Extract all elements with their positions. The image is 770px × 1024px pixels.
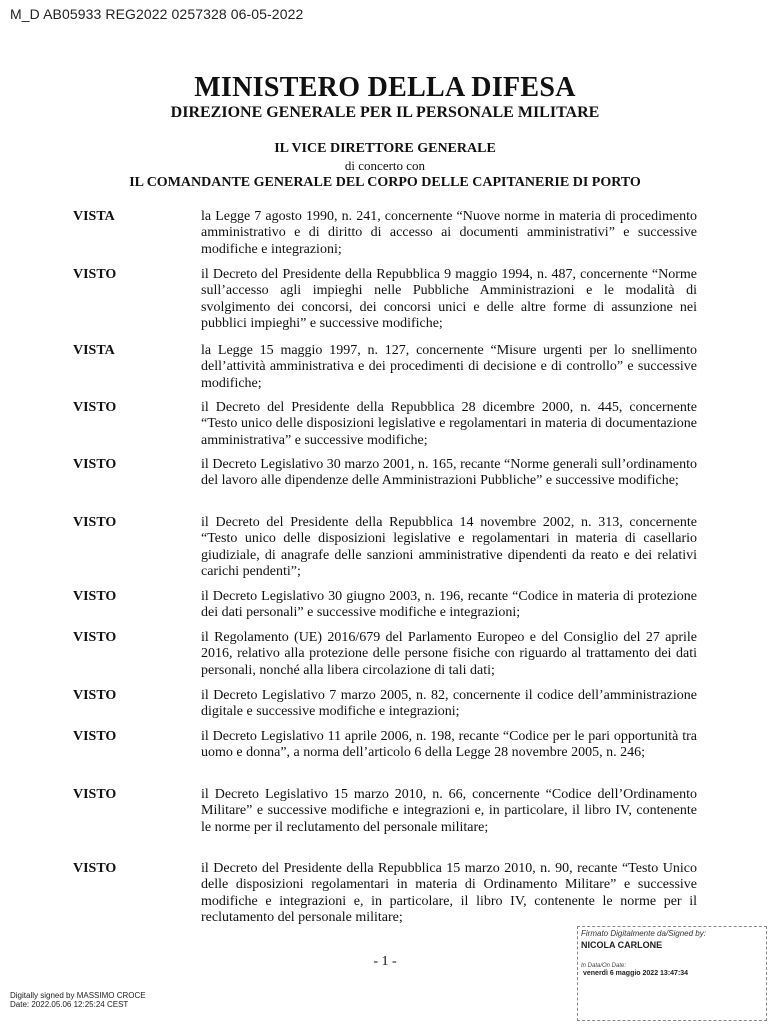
authority-line-1: IL VICE DIRETTORE GENERALE bbox=[274, 141, 496, 156]
digital-signature-signer: Digitally signed by MASSIMO CROCE bbox=[10, 991, 146, 1000]
protocol-number: M_D AB05933 REG2022 0257328 06-05-2022 bbox=[10, 6, 304, 22]
signature-date-caption: In Data/On Date: bbox=[581, 963, 627, 969]
document-subtitle: DIREZIONE GENERALE PER IL PERSONALE MILITARE bbox=[170, 104, 600, 121]
clause-keyword: VISTO bbox=[73, 589, 117, 604]
clause-text: il Decreto del Presidente della Repubblica 28 dicembre 2000, n. 445, concernente “Testo unico delle disposizioni legislative e regolamentari in materia di documentazione amministrativa” e successive modifiche; bbox=[201, 400, 697, 448]
clause-text: la Legge 15 maggio 1997, n. 127, concernente “Misure urgenti per lo snellimento dell’attività amministrativa e dei procedimenti di decisione e di controllo” e successive modifiche; bbox=[201, 343, 697, 391]
clause-text: il Decreto Legislativo 15 marzo 2010, n. 66, concernente “Codice dell’Ordinamento Militare” e successive modifiche e integrazioni e, in particolare, il libro IV, contenente le norme per il reclutamento del personale militare; bbox=[201, 787, 697, 835]
clause-keyword: VISTO bbox=[73, 267, 117, 282]
digital-signature-note bbox=[10, 992, 170, 1009]
signature-date: venerdì 6 maggio 2022 13:47:34 bbox=[583, 970, 689, 977]
clause-keyword: VISTO bbox=[73, 861, 117, 876]
clause-text: la Legge 7 agosto 1990, n. 241, concernente “Nuove norme in materia di procedimento amministrativo e di diritto di accesso ai documenti amministrativi” e successive modifiche e integrazioni; bbox=[201, 209, 697, 257]
authority-line-2: di concerto con bbox=[344, 158, 426, 173]
clause-keyword: VISTO bbox=[73, 400, 117, 415]
clause-keyword: VISTO bbox=[73, 729, 117, 744]
clause-text: il Decreto Legislativo 30 marzo 2001, n. 165, recante “Norme generali sull’ordinamento del lavoro alle dipendenze delle Amministrazioni Pubbliche” e successive modifiche; bbox=[201, 457, 697, 489]
clause-text: il Decreto del Presidente della Repubblica 15 marzo 2010, n. 90, recante “Testo Unico delle disposizioni regolamentari in materia di Ordinamento Militare” e successive modifiche e integrazioni e, in particolare, il libro IV, contenente le norme per il reclutamento del personale militare; bbox=[201, 861, 697, 926]
page-number: - 1 - bbox=[373, 954, 397, 969]
clause-keyword: VISTA bbox=[73, 209, 115, 224]
clause-text: il Decreto Legislativo 11 aprile 2006, n. 198, recante “Codice per le pari opportunità tra uomo e donna”, a norma dell’articolo 6 della Legge 28 novembre 2005, n. 246; bbox=[201, 729, 697, 761]
clause-text: il Decreto del Presidente della Repubblica 14 novembre 2002, n. 313, concernente “Testo unico delle disposizioni legislative e regolamentari in materia di casellario giudiziale, di anagrafe delle sanzioni amministrative dipendenti da reato e dei relativi carichi pendenti”; bbox=[201, 515, 697, 580]
clause-text: il Decreto Legislativo 30 giugno 2003, n. 196, recante “Codice in materia di protezione dei dati personali” e successive modifiche e integrazioni; bbox=[201, 589, 697, 621]
clause-text: il Decreto del Presidente della Repubblica 9 maggio 1994, n. 487, concernente “Norme sull’accesso agli impieghi nelle Pubbliche Amministrazioni e le modalità di svolgimento dei concorsi, dei concorsi unici e delle altre forme di assunzione nei pubblici impieghi” e successive modifiche; bbox=[201, 267, 697, 332]
clause-keyword: VISTO bbox=[73, 515, 117, 530]
signature-caption: Firmato Digitalmente da/Signed by: bbox=[581, 929, 706, 938]
clause-keyword: VISTO bbox=[73, 787, 117, 802]
clause-keyword: VISTO bbox=[73, 688, 117, 703]
clause-keyword: VISTO bbox=[73, 630, 117, 645]
clause-keyword: VISTA bbox=[73, 343, 115, 358]
authority-line-3: IL COMANDANTE GENERALE DEL CORPO DELLE CAPITANERIE DI PORTO bbox=[129, 175, 641, 190]
clause-keyword: VISTO bbox=[73, 457, 117, 472]
signer-name: NICOLA CARLONE bbox=[581, 940, 663, 950]
signature-stamp bbox=[577, 926, 767, 1021]
digital-signature-date: Date: 2022.05.06 12:25:24 CEST bbox=[10, 999, 129, 1009]
document-title: MINISTERO DELLA DIFESA bbox=[194, 72, 576, 103]
clause-text: il Decreto Legislativo 7 marzo 2005, n. 82, concernente il codice dell’amministrazione digitale e successive modifiche e integrazioni; bbox=[201, 688, 697, 720]
clause-text: il Regolamento (UE) 2016/679 del Parlamento Europeo e del Consiglio del 27 aprile 2016, relativo alla protezione delle persone fisiche con riguardo al trattamento dei dati personali, nonché alla libera circolazione di tali dati; bbox=[201, 630, 697, 678]
